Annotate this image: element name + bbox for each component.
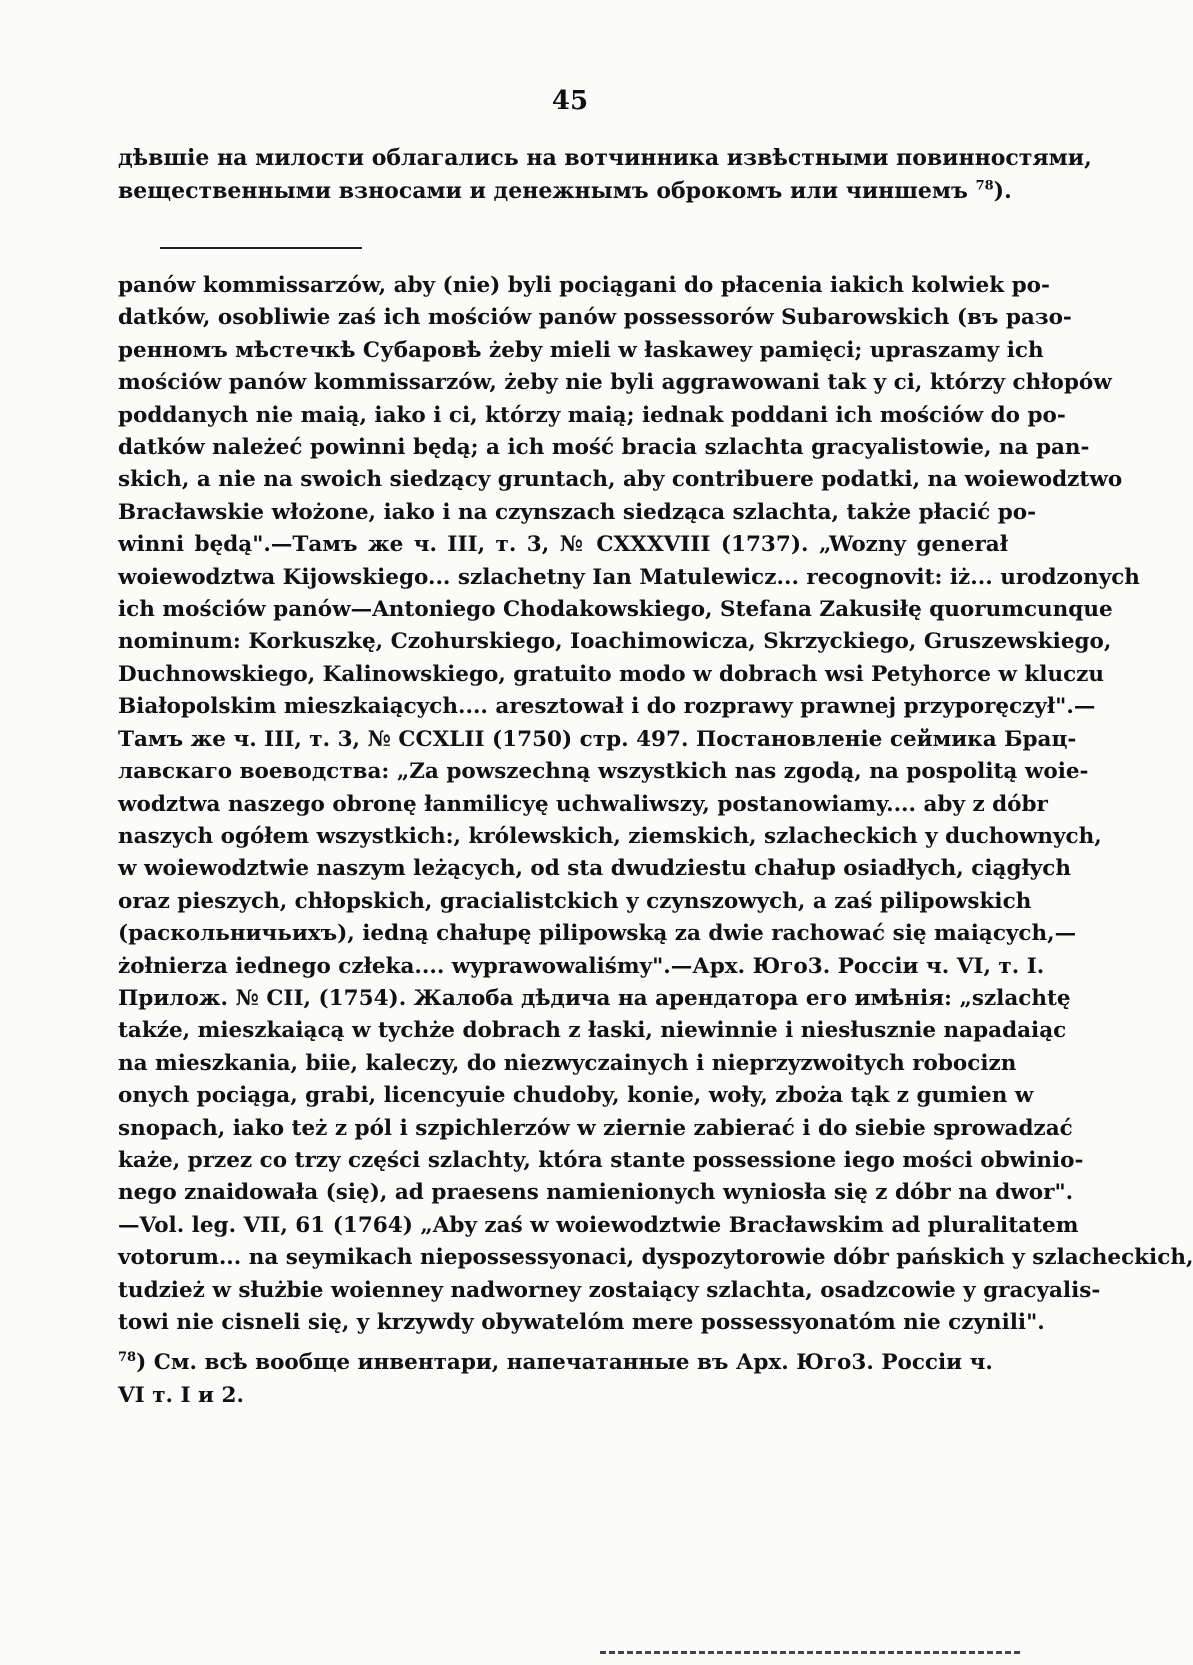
quote-line: Duchnowskiego, Kalinowskiego, gratuito modo w dobrach wsi Petyhorce w kluczu <box>118 661 1105 687</box>
quote-line: Тамъ же ч. III, т. 3, № CCXLII (1750) стр. 497. Постановленіе сеймика Брац- <box>118 726 1077 752</box>
quote-line: winni będą".—Тамъ же ч. III, т. 3, № CXXXVIII (1737). „Wozny generał <box>118 532 1008 558</box>
scan-artifact-line <box>600 1651 1020 1658</box>
quote-block <box>118 270 1193 1412</box>
main-text-close: ). <box>993 178 1012 204</box>
quote-line: Прилож. № CII, (1754). Жалоба дѣдича на арендатора его имѣнія: „szlachtę <box>118 985 1071 1011</box>
quote-line: naszych ogółem wszystkich:, królewskich, ziemskich, szlacheckich y duchownych, <box>118 823 1102 849</box>
quote-line: (раскольничьихъ), iedną chałupę pilipowską za dwie rachować się maiących,— <box>118 921 1077 947</box>
quote-line: votorum... na seymikach niepossessyonaci, dyspozytorowie dóbr pańskich y szlacheckich, <box>118 1245 1193 1271</box>
quote-line: ich mościów panów—Antoniego Chodakowskiego, Stefana Zakusiłę quorumcunque <box>118 597 1113 623</box>
main-text-line: дѣвшіе на милости облагались на вотчинника извѣстными повинностями, <box>118 145 1092 171</box>
quote-line: лавскаго воеводства: „Za powszechną wszystkich nas zgodą, na pospolitą woie- <box>118 759 1089 785</box>
quote-line: skich, a nie na swoich siedzący gruntach, aby contribuere podatki, na woiewodztwo <box>118 467 1123 493</box>
footnote-continuation: VI т. I и 2. <box>118 1382 244 1408</box>
quote-line: woiewodztwa Kijowskiego... szlachetny Ian Matulewicz... recognovit: iż... urodzonych <box>118 564 1140 590</box>
quote-line: każe, przez co trzy części szlachty, która stante possessione iego mości obwinio- <box>118 1147 1084 1173</box>
quote-line: tudzież w służbie woienney nadworney zostaiący szlachta, osadzcowie y gracyalis- <box>118 1277 1101 1303</box>
main-text-line <box>118 175 1012 208</box>
quote-line: Bracławskie włożone, iako i na czynszach siedząca szlachta, także płacić po- <box>118 499 1037 525</box>
quote-line: nego znaidowała (się), ad praesens namienionych wyniosła się z dóbr na dwor". <box>118 1180 1074 1206</box>
quote-line: oraz pieszych, chłopskich, gracialistckich y czynszowych, a zaś pilipowskich <box>118 888 1032 914</box>
footnote-separator <box>160 247 362 249</box>
main-text <box>118 142 1092 208</box>
footnote <box>118 1347 1008 1379</box>
footnote-ref[interactable]: 78 <box>975 178 994 194</box>
main-text-line-body: вещественными взносами и денежнымъ оброкомъ или чиншемъ <box>118 178 968 204</box>
quote-line: mościów panów kommissarzów, żeby nie byli aggrawowani tak y ci, którzy chłopów <box>118 370 1112 396</box>
quote-line: datków należeć powinni będą; a ich mość bracia szlachta gracyalistowie, na pan- <box>118 435 1090 461</box>
quote-line: takźe, mieszkaiącą w tychże dobrach z łaski, niewinnie i niesłusznie napadaiąc <box>118 1018 1067 1044</box>
quote-line: panów kommissarzów, aby (nie) byli pociągani do płacenia iakich kolwiek po- <box>118 273 1050 298</box>
quote-line: poddanych nie maią, iako i ci, którzy maią; iednak poddani ich mościów do po- <box>118 402 1066 428</box>
footnote-marker: 78 <box>118 1350 137 1366</box>
quote-line: nominum: Korkuszkę, Czohurskiego, Ioachimowicza, Skrzyckiego, Gruszewskiego, <box>118 629 1112 655</box>
quote-line: w woiewodztwie naszym leżących, od sta dwudziestu chałup osiadłych, ciągłych <box>118 856 1071 882</box>
footnote-text: ) См. всѣ вообще инвентари, напечатанные въ Арх. Юго3. Россіи ч. <box>136 1350 993 1376</box>
quote-line: snopach, iako też z pól i szpichlerzów w ziernie zabierać i do siebie sprowadzać <box>118 1115 1073 1141</box>
quote-line: towi nie cisneli się, y krzywdy obywatelóm mere possessyonatóm nie czynili". <box>118 1310 1045 1335</box>
quote-line: wodztwa naszego obronę łanmilicyę uchwaliwszy, postanowiamy.... aby z dóbr <box>118 791 1048 817</box>
quote-line: datków, osobliwie zaś ich mościów panów possessorów Subarowskich (въ разо- <box>118 305 1072 331</box>
quote-line: na mieszkania, biie, kaleczy, do niezwyczainych i nieprzyzwoitych robocizn <box>118 1050 1017 1076</box>
quote-line: —Vol. leg. VII, 61 (1764) „Aby zaś w woiewodztwie Bracławskim ad pluralitatem <box>118 1212 1079 1238</box>
quote-line: żołnierza iednego człeka.... wyprawowaliśmy".—Арх. Юго3. Россіи ч. VI, т. I. <box>118 953 1045 979</box>
page-number: 45 <box>551 86 589 116</box>
quote-line: ренномъ мѣстечкѣ Субаровѣ żeby mieli w łaskawey pamięci; upraszamy ich <box>118 337 1044 363</box>
quote-line: Białopolskim mieszkaiących.... aresztował i do rozprawy prawnej przyporęczył".— <box>118 694 1096 720</box>
quote-line: onych pociąga, grabi, licencyuie chudoby, konie, woły, zboża tąk z gumien w <box>118 1083 1034 1109</box>
